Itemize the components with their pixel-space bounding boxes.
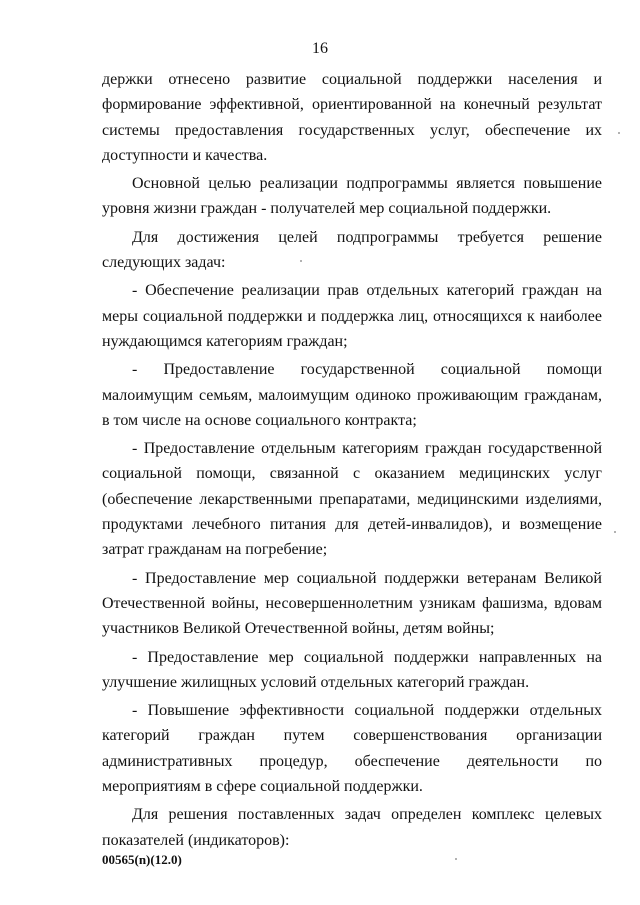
list-item: - Повышение эффективности социальной поддержки отдельных категорий граждан путем совершенствования организации административных процедур, обеспечение деятельности по мероприятиям в сфере социальной поддержки. <box>102 702 602 796</box>
scan-speck <box>618 132 620 134</box>
scan-speck <box>614 531 616 533</box>
paragraph: держки отнесено развитие социальной поддержки населения и формирование эффективной, ориентированной на конечный результат системы предоставления государственных услуг, обеспечение их доступности и качества. <box>102 71 602 164</box>
list-item: - Предоставление государственной социальной помощи малоимущим семьям, малоимущим одиноко проживающим гражданам, в том числе на основе социального контракта; <box>102 361 602 429</box>
document-code: 00565(n)(12.0) <box>102 852 182 867</box>
list-item: - Обеспечение реализации прав отдельных категорий граждан на меры социальной поддержки и поддержка лиц, относящихся к наиболее нуждающимся категориям граждан; <box>102 282 602 350</box>
document-body <box>102 67 602 853</box>
paragraph: Основной целью реализации подпрограммы является повышение уровня жизни граждан - получателей мер социальной поддержки. <box>102 175 602 218</box>
scan-speck <box>300 260 302 262</box>
list-item: - Предоставление мер социальной поддержки направленных на улучшение жилищных условий отдельных категорий граждан. <box>102 648 602 691</box>
scan-speck <box>455 858 457 860</box>
paragraph: Для достижения целей подпрограммы требуется решение следующих задач: <box>102 228 602 272</box>
paragraph: Для решения поставленных задач определен комплекс целевых показателей (индикаторов): <box>102 806 602 849</box>
list-item: - Предоставление мер социальной поддержки ветеранам Великой Отечественной войны, несовершеннолетним узникам фашизма, вдовам участников Великой Отечественной войны, детям войны; <box>102 569 602 638</box>
page-number: 16 <box>312 40 328 57</box>
list-item: - Предоставление отдельным категориям граждан государственной социальной помощи, связанной с оказанием медицинских услуг (обеспечение лекарственными препаратами, медицинскими изделиями, продуктами лечебного питания для детей-инвалидов), и возмещение затрат гражданам на погребение; <box>102 440 602 559</box>
